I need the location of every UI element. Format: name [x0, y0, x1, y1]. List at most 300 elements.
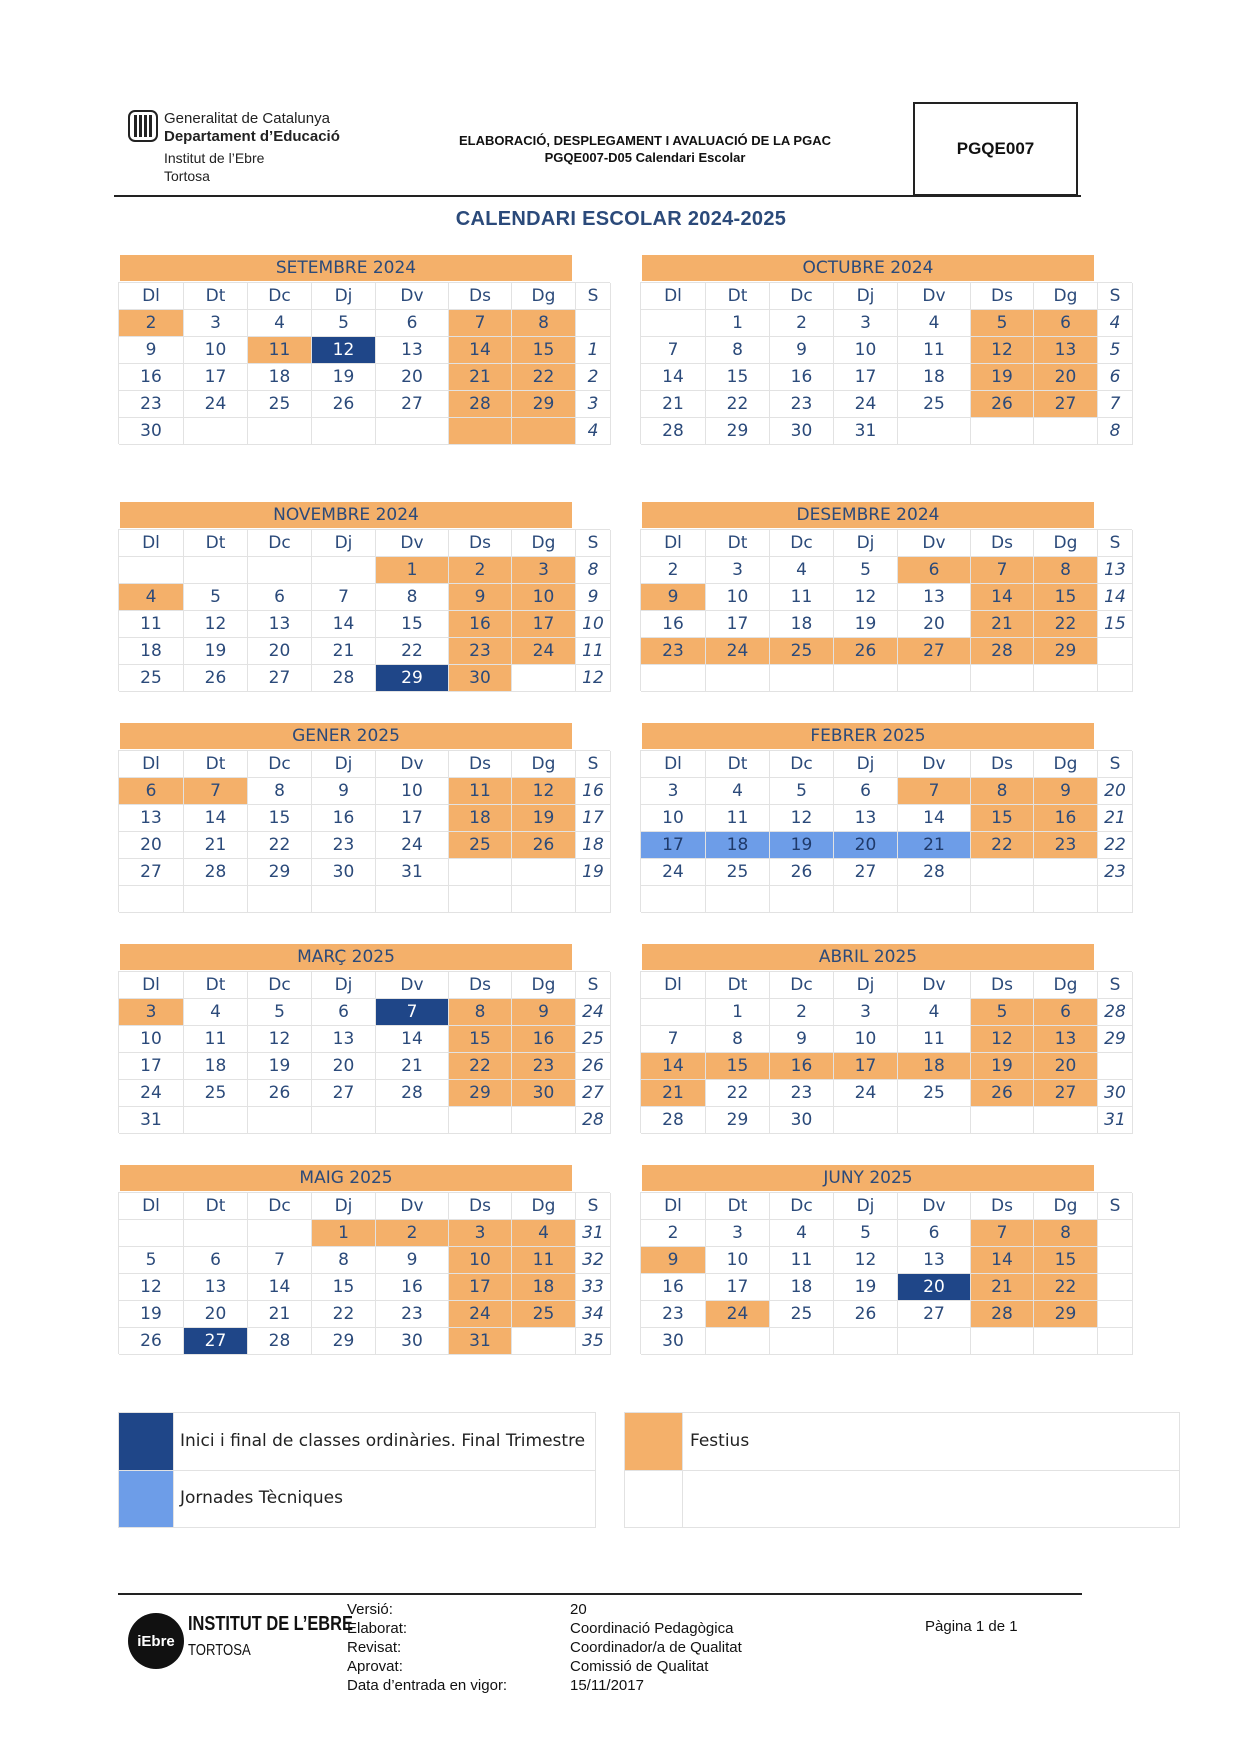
weekday-header: Dl — [119, 530, 184, 557]
day-cell: 13 — [898, 584, 971, 611]
day-cell: 4 — [770, 557, 834, 584]
day-cell — [898, 1328, 971, 1355]
header-divider — [114, 195, 1081, 197]
day-cell: 13 — [248, 611, 312, 638]
day-cell: 18 — [770, 611, 834, 638]
day-cell: 26 — [971, 1080, 1034, 1107]
day-cell: 3 — [449, 1220, 512, 1247]
day-cell — [376, 886, 449, 913]
week-number-cell: 20 — [1098, 778, 1133, 805]
day-cell — [971, 1328, 1034, 1355]
day-cell: 15 — [376, 611, 449, 638]
day-cell — [376, 1107, 449, 1134]
footer-approved-value: Comissió de Qualitat — [570, 1658, 709, 1675]
day-cell: 25 — [706, 859, 770, 886]
day-cell — [770, 665, 834, 692]
day-cell — [184, 1220, 248, 1247]
day-cell: 4 — [248, 310, 312, 337]
day-cell: 2 — [770, 310, 834, 337]
week-number-cell: 28 — [576, 1107, 611, 1134]
day-cell: 30 — [770, 1107, 834, 1134]
week-number-cell: 27 — [576, 1080, 611, 1107]
week-number-cell — [1098, 1053, 1133, 1080]
day-cell: 27 — [312, 1080, 376, 1107]
day-cell — [1034, 859, 1098, 886]
day-cell: 9 — [641, 1247, 706, 1274]
day-cell: 27 — [1034, 391, 1098, 418]
day-cell: 22 — [512, 364, 576, 391]
day-cell: 21 — [248, 1301, 312, 1328]
weekday-header: Dt — [706, 530, 770, 557]
week-number-cell — [1098, 1274, 1133, 1301]
weekday-header: Dg — [1034, 972, 1098, 999]
week-number-cell: 6 — [1098, 364, 1133, 391]
day-cell: 18 — [248, 364, 312, 391]
weekday-header: Dt — [184, 530, 248, 557]
day-cell: 28 — [184, 859, 248, 886]
document-heading-line1: ELABORACIÓ, DESPLEGAMENT I AVALUACIÓ DE LA PGAC — [459, 133, 831, 148]
day-cell: 31 — [834, 418, 898, 445]
day-cell: 24 — [449, 1301, 512, 1328]
weekday-header: Dv — [898, 530, 971, 557]
month-title: ABRIL 2025 — [642, 944, 1094, 970]
day-cell: 1 — [376, 557, 449, 584]
day-cell: 4 — [119, 584, 184, 611]
weekday-header: Dj — [312, 283, 376, 310]
day-cell — [706, 665, 770, 692]
day-cell: 22 — [449, 1053, 512, 1080]
weekday-header: Ds — [449, 283, 512, 310]
day-cell: 16 — [512, 1026, 576, 1053]
day-cell: 17 — [184, 364, 248, 391]
week-column-header: S — [576, 1193, 611, 1220]
day-cell: 8 — [512, 310, 576, 337]
day-cell: 29 — [248, 859, 312, 886]
day-cell: 6 — [312, 999, 376, 1026]
weekday-header: Dc — [770, 283, 834, 310]
weekday-header: Dc — [248, 530, 312, 557]
day-cell: 13 — [119, 805, 184, 832]
day-cell: 9 — [119, 337, 184, 364]
day-cell: 7 — [898, 778, 971, 805]
day-cell: 19 — [248, 1053, 312, 1080]
day-cell: 17 — [834, 364, 898, 391]
day-cell: 25 — [449, 832, 512, 859]
day-cell: 8 — [706, 337, 770, 364]
weekday-header: Dj — [834, 530, 898, 557]
day-cell: 22 — [1034, 1274, 1098, 1301]
month-grid — [118, 1192, 610, 1354]
day-cell: 16 — [770, 1053, 834, 1080]
day-cell: 26 — [248, 1080, 312, 1107]
day-cell: 8 — [312, 1247, 376, 1274]
weekday-header: Ds — [971, 972, 1034, 999]
day-cell: 23 — [119, 391, 184, 418]
week-column-header: S — [1098, 1193, 1133, 1220]
day-cell: 21 — [641, 1080, 706, 1107]
weekday-header: Dc — [770, 530, 834, 557]
day-cell: 16 — [770, 364, 834, 391]
day-cell: 14 — [376, 1026, 449, 1053]
weekday-header: Dt — [184, 751, 248, 778]
day-cell: 11 — [248, 337, 312, 364]
week-number-cell: 10 — [576, 611, 611, 638]
weekday-header: Dj — [834, 972, 898, 999]
day-cell: 11 — [512, 1247, 576, 1274]
month-title: FEBRER 2025 — [642, 723, 1094, 749]
month-title: OCTUBRE 2024 — [642, 255, 1094, 281]
day-cell: 6 — [1034, 310, 1098, 337]
day-cell: 17 — [376, 805, 449, 832]
day-cell: 28 — [971, 638, 1034, 665]
day-cell: 22 — [376, 638, 449, 665]
day-cell: 3 — [184, 310, 248, 337]
weekday-header: Dc — [248, 1193, 312, 1220]
day-cell: 24 — [119, 1080, 184, 1107]
month-title: SETEMBRE 2024 — [120, 255, 572, 281]
month-grid — [640, 529, 1132, 691]
day-cell: 10 — [834, 337, 898, 364]
week-number-cell — [1098, 1247, 1133, 1274]
footer-label-reviewed: Revisat: — [347, 1639, 402, 1656]
day-cell: 10 — [512, 584, 576, 611]
day-cell: 6 — [376, 310, 449, 337]
week-number-cell: 26 — [576, 1053, 611, 1080]
week-number-cell: 21 — [1098, 805, 1133, 832]
weekday-header: Ds — [971, 530, 1034, 557]
day-cell: 19 — [119, 1301, 184, 1328]
weekday-header: Dj — [312, 530, 376, 557]
week-number-cell: 19 — [576, 859, 611, 886]
day-cell: 27 — [248, 665, 312, 692]
day-cell: 30 — [770, 418, 834, 445]
week-number-cell: 22 — [1098, 832, 1133, 859]
day-cell: 30 — [312, 859, 376, 886]
footer-institute-name: INSTITUT DE L’EBRE — [188, 1613, 353, 1635]
day-cell: 7 — [449, 310, 512, 337]
day-cell — [971, 418, 1034, 445]
day-cell: 18 — [119, 638, 184, 665]
legend-holiday-label: Festius — [690, 1431, 750, 1451]
day-cell: 23 — [1034, 832, 1098, 859]
day-cell: 25 — [119, 665, 184, 692]
day-cell: 8 — [971, 778, 1034, 805]
day-cell: 19 — [971, 364, 1034, 391]
day-cell: 4 — [512, 1220, 576, 1247]
day-cell: 8 — [449, 999, 512, 1026]
weekday-header: Dt — [184, 283, 248, 310]
month-grid — [640, 1192, 1132, 1354]
day-cell: 19 — [184, 638, 248, 665]
day-cell: 12 — [834, 584, 898, 611]
day-cell: 24 — [706, 638, 770, 665]
day-cell — [184, 886, 248, 913]
day-cell: 30 — [376, 1328, 449, 1355]
weekday-header: Dv — [376, 972, 449, 999]
weekday-header: Dc — [248, 283, 312, 310]
day-cell: 7 — [971, 557, 1034, 584]
day-cell: 15 — [449, 1026, 512, 1053]
week-number-cell: 2 — [576, 364, 611, 391]
week-number-cell — [1098, 638, 1133, 665]
day-cell: 29 — [1034, 1301, 1098, 1328]
day-cell: 24 — [512, 638, 576, 665]
day-cell — [834, 665, 898, 692]
day-cell — [641, 886, 706, 913]
week-number-cell: 4 — [576, 418, 611, 445]
day-cell: 22 — [248, 832, 312, 859]
day-cell: 10 — [449, 1247, 512, 1274]
day-cell: 12 — [971, 1026, 1034, 1053]
day-cell: 8 — [706, 1026, 770, 1053]
day-cell: 14 — [971, 584, 1034, 611]
day-cell: 8 — [376, 584, 449, 611]
page-title: CALENDARI ESCOLAR 2024-2025 — [455, 208, 787, 230]
month-title: MARÇ 2025 — [120, 944, 572, 970]
day-cell: 28 — [898, 859, 971, 886]
day-cell: 12 — [834, 1247, 898, 1274]
day-cell: 25 — [898, 1080, 971, 1107]
day-cell: 27 — [184, 1328, 248, 1355]
weekday-header: Dl — [119, 751, 184, 778]
day-cell: 12 — [971, 337, 1034, 364]
week-number-cell: 29 — [1098, 1026, 1133, 1053]
day-cell: 26 — [119, 1328, 184, 1355]
day-cell: 22 — [706, 1080, 770, 1107]
day-cell: 3 — [119, 999, 184, 1026]
week-number-cell: 11 — [576, 638, 611, 665]
day-cell — [971, 1107, 1034, 1134]
day-cell: 13 — [834, 805, 898, 832]
day-cell: 5 — [971, 310, 1034, 337]
weekday-header: Ds — [971, 1193, 1034, 1220]
day-cell: 29 — [1034, 638, 1098, 665]
day-cell: 16 — [312, 805, 376, 832]
footer-label-version: Versió: — [347, 1601, 393, 1618]
weekday-header: Dv — [898, 1193, 971, 1220]
day-cell: 29 — [376, 665, 449, 692]
footer-label-approved: Aprovat: — [347, 1658, 403, 1675]
day-cell: 6 — [898, 1220, 971, 1247]
day-cell: 3 — [706, 557, 770, 584]
weekday-header: Dc — [248, 972, 312, 999]
day-cell: 19 — [512, 805, 576, 832]
footer-institute-city: TORTOSA — [188, 1642, 251, 1659]
day-cell — [770, 886, 834, 913]
day-cell — [641, 310, 706, 337]
government-name: Generalitat de Catalunya — [164, 110, 330, 127]
weekday-header: Dj — [312, 1193, 376, 1220]
day-cell: 11 — [770, 584, 834, 611]
day-cell: 25 — [898, 391, 971, 418]
week-number-cell — [576, 886, 611, 913]
day-cell: 13 — [1034, 337, 1098, 364]
weekday-header: Dv — [376, 530, 449, 557]
day-cell: 21 — [376, 1053, 449, 1080]
day-cell: 8 — [1034, 557, 1098, 584]
week-number-cell: 4 — [1098, 310, 1133, 337]
week-number-cell: 24 — [576, 999, 611, 1026]
day-cell: 9 — [641, 584, 706, 611]
footer-divider — [118, 1593, 1082, 1595]
day-cell: 29 — [312, 1328, 376, 1355]
week-column-header: S — [1098, 972, 1133, 999]
week-number-cell: 32 — [576, 1247, 611, 1274]
day-cell: 5 — [119, 1247, 184, 1274]
day-cell: 27 — [1034, 1080, 1098, 1107]
day-cell — [449, 859, 512, 886]
weekday-header: Dl — [641, 751, 706, 778]
day-cell — [376, 418, 449, 445]
day-cell: 9 — [770, 1026, 834, 1053]
day-cell: 15 — [706, 1053, 770, 1080]
weekday-header: Dt — [706, 283, 770, 310]
day-cell: 15 — [1034, 1247, 1098, 1274]
month-grid — [640, 282, 1132, 444]
day-cell: 26 — [834, 638, 898, 665]
day-cell: 20 — [248, 638, 312, 665]
day-cell: 28 — [449, 391, 512, 418]
day-cell: 8 — [1034, 1220, 1098, 1247]
day-cell: 20 — [184, 1301, 248, 1328]
day-cell: 22 — [706, 391, 770, 418]
day-cell: 3 — [512, 557, 576, 584]
day-cell: 18 — [706, 832, 770, 859]
day-cell: 23 — [770, 1080, 834, 1107]
day-cell: 6 — [248, 584, 312, 611]
day-cell: 19 — [834, 611, 898, 638]
day-cell: 19 — [312, 364, 376, 391]
day-cell — [449, 886, 512, 913]
weekday-header: Dg — [512, 751, 576, 778]
day-cell: 20 — [834, 832, 898, 859]
day-cell: 13 — [376, 337, 449, 364]
day-cell: 20 — [1034, 364, 1098, 391]
day-cell: 18 — [770, 1274, 834, 1301]
day-cell — [312, 418, 376, 445]
week-number-cell — [1098, 886, 1133, 913]
day-cell: 12 — [184, 611, 248, 638]
day-cell: 15 — [248, 805, 312, 832]
day-cell: 6 — [1034, 999, 1098, 1026]
day-cell: 10 — [706, 1247, 770, 1274]
day-cell: 11 — [449, 778, 512, 805]
day-cell: 23 — [512, 1053, 576, 1080]
day-cell: 11 — [898, 337, 971, 364]
day-cell: 3 — [641, 778, 706, 805]
day-cell: 18 — [898, 364, 971, 391]
day-cell — [1034, 665, 1098, 692]
day-cell: 21 — [971, 611, 1034, 638]
day-cell: 15 — [312, 1274, 376, 1301]
day-cell: 27 — [376, 391, 449, 418]
day-cell — [971, 859, 1034, 886]
day-cell — [312, 557, 376, 584]
day-cell: 7 — [641, 337, 706, 364]
day-cell: 30 — [641, 1328, 706, 1355]
week-number-cell: 35 — [576, 1328, 611, 1355]
weekday-header: Dl — [119, 1193, 184, 1220]
day-cell: 26 — [971, 391, 1034, 418]
day-cell: 10 — [184, 337, 248, 364]
week-number-cell: 33 — [576, 1274, 611, 1301]
day-cell: 2 — [641, 557, 706, 584]
day-cell: 22 — [1034, 611, 1098, 638]
footer-effective-date-value: 15/11/2017 — [570, 1677, 644, 1694]
day-cell: 29 — [512, 391, 576, 418]
day-cell: 28 — [248, 1328, 312, 1355]
week-number-cell: 34 — [576, 1301, 611, 1328]
day-cell: 12 — [312, 337, 376, 364]
weekday-header: Dc — [770, 972, 834, 999]
day-cell: 12 — [119, 1274, 184, 1301]
day-cell — [512, 886, 576, 913]
weekday-header: Dv — [376, 283, 449, 310]
day-cell: 17 — [641, 832, 706, 859]
weekday-header: Ds — [449, 530, 512, 557]
day-cell: 28 — [312, 665, 376, 692]
document-heading — [420, 132, 870, 166]
day-cell: 11 — [898, 1026, 971, 1053]
day-cell: 7 — [971, 1220, 1034, 1247]
day-cell: 25 — [770, 1301, 834, 1328]
day-cell: 27 — [898, 638, 971, 665]
weekday-header: Ds — [449, 1193, 512, 1220]
day-cell: 15 — [512, 337, 576, 364]
day-cell: 14 — [248, 1274, 312, 1301]
day-cell — [1034, 1328, 1098, 1355]
weekday-header: Dg — [512, 1193, 576, 1220]
day-cell — [898, 886, 971, 913]
month-title: MAIG 2025 — [120, 1165, 572, 1191]
day-cell: 4 — [898, 999, 971, 1026]
generalitat-logo-icon — [128, 110, 158, 142]
page-number: Pàgina 1 de 1 — [925, 1618, 1018, 1635]
day-cell: 19 — [834, 1274, 898, 1301]
footer-version-value: 20 — [570, 1601, 587, 1618]
legend-left — [118, 1412, 596, 1528]
weekday-header: Dl — [119, 972, 184, 999]
day-cell — [834, 886, 898, 913]
day-cell: 25 — [184, 1080, 248, 1107]
day-cell — [706, 1328, 770, 1355]
weekday-header: Dv — [376, 1193, 449, 1220]
day-cell — [898, 1107, 971, 1134]
day-cell — [248, 418, 312, 445]
day-cell: 17 — [834, 1053, 898, 1080]
day-cell: 2 — [376, 1220, 449, 1247]
day-cell: 4 — [184, 999, 248, 1026]
day-cell: 26 — [312, 391, 376, 418]
day-cell: 30 — [449, 665, 512, 692]
week-column-header: S — [576, 972, 611, 999]
day-cell: 3 — [834, 310, 898, 337]
day-cell: 17 — [119, 1053, 184, 1080]
day-cell: 23 — [641, 1301, 706, 1328]
month-grid — [640, 750, 1132, 912]
day-cell: 12 — [248, 1026, 312, 1053]
day-cell — [834, 1328, 898, 1355]
day-cell: 16 — [641, 1274, 706, 1301]
weekday-header: Dv — [376, 751, 449, 778]
day-cell: 17 — [706, 1274, 770, 1301]
day-cell — [512, 665, 576, 692]
day-cell: 2 — [119, 310, 184, 337]
footer-elaborated-value: Coordinació Pedagògica — [570, 1620, 734, 1637]
document-heading-line2: PGQE007-D05 Calendari Escolar — [544, 150, 746, 165]
day-cell: 12 — [512, 778, 576, 805]
day-cell — [641, 999, 706, 1026]
